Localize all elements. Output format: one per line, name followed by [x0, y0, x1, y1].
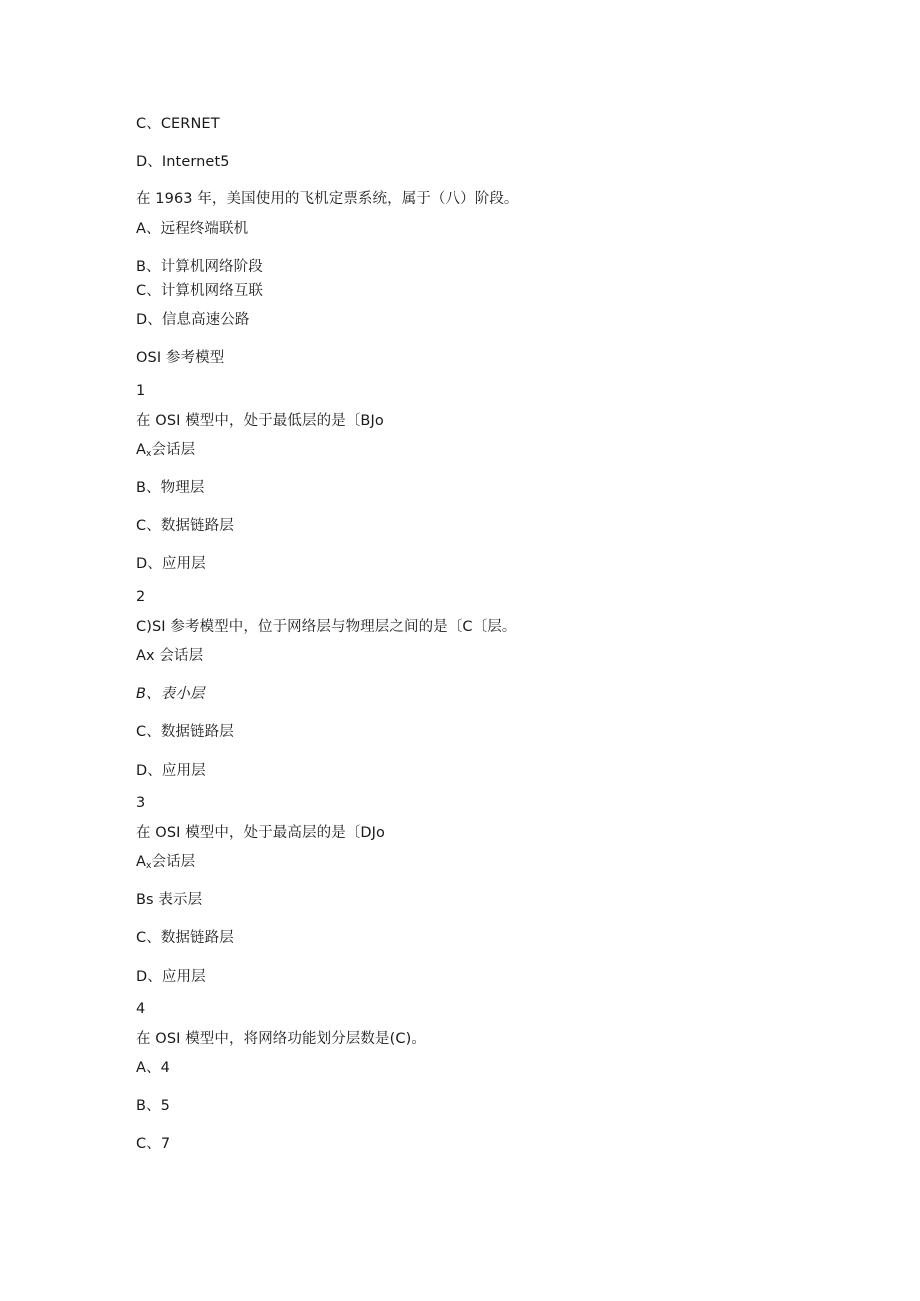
option-c-cernet: C、CERNET — [136, 116, 220, 132]
q2-option-d: D、应用层 — [136, 763, 206, 779]
q1-option-b: B、物理层 — [136, 480, 205, 496]
question-2-text: C)SI 参考模型中，位于网络层与物理层之间的是〔C〔层。 — [136, 619, 517, 635]
question-number-4: 4 — [136, 1001, 146, 1017]
question-number-3: 3 — [136, 795, 146, 811]
q4-option-c: C、7 — [136, 1136, 171, 1152]
option-d-internet5: D、Internet5 — [136, 154, 230, 170]
q3-option-a-letter: A — [136, 854, 147, 870]
q3-option-d: D、应用层 — [136, 969, 206, 985]
option-d-info-highway: D、信息高速公路 — [136, 312, 250, 328]
q1-option-a — [136, 441, 195, 463]
question-1963: 在 1963 年，美国使用的飞机定票系统，属于（八）阶段。 — [136, 191, 519, 207]
q3-option-b: Bs 表示层 — [136, 892, 203, 908]
q3-option-a-label: 会话层 — [151, 854, 196, 870]
q3-option-a-sub: x — [146, 861, 152, 871]
question-3-text: 在 OSI 模型中，处于最高层的是〔DJo — [136, 825, 386, 841]
q1-option-d: D、应用层 — [136, 556, 206, 572]
q3-option-c: C、数据链路层 — [136, 930, 234, 946]
q3-option-a — [136, 853, 195, 875]
q2-option-c: C、数据链路层 — [136, 724, 234, 740]
question-number-1: 1 — [136, 383, 146, 399]
q1-option-a-sub: x — [146, 449, 152, 459]
question-4-text: 在 OSI 模型中，将网络功能划分层数是(C)。 — [136, 1031, 426, 1047]
question-number-2: 2 — [136, 589, 146, 605]
option-a-remote-terminal: A、远程终端联机 — [136, 221, 249, 237]
q4-option-a: A、4 — [136, 1060, 170, 1076]
q4-option-b: B、5 — [136, 1098, 170, 1114]
q1-option-c: C、数据链路层 — [136, 518, 234, 534]
option-c-network-interconnect: C、计算机网络互联 — [136, 283, 264, 299]
question-1-text: 在 OSI 模型中，处于最低层的是〔BJo — [136, 413, 384, 429]
q1-option-a-letter: A — [136, 442, 147, 458]
section-heading-osi: OSI 参考模型 — [136, 350, 225, 366]
q1-option-a-label: 会话层 — [151, 442, 196, 458]
q2-option-a: Ax 会话层 — [136, 648, 204, 664]
q2-option-b: B、表小层 — [136, 686, 205, 702]
option-b-network-stage: B、计算机网络阶段 — [136, 259, 263, 275]
